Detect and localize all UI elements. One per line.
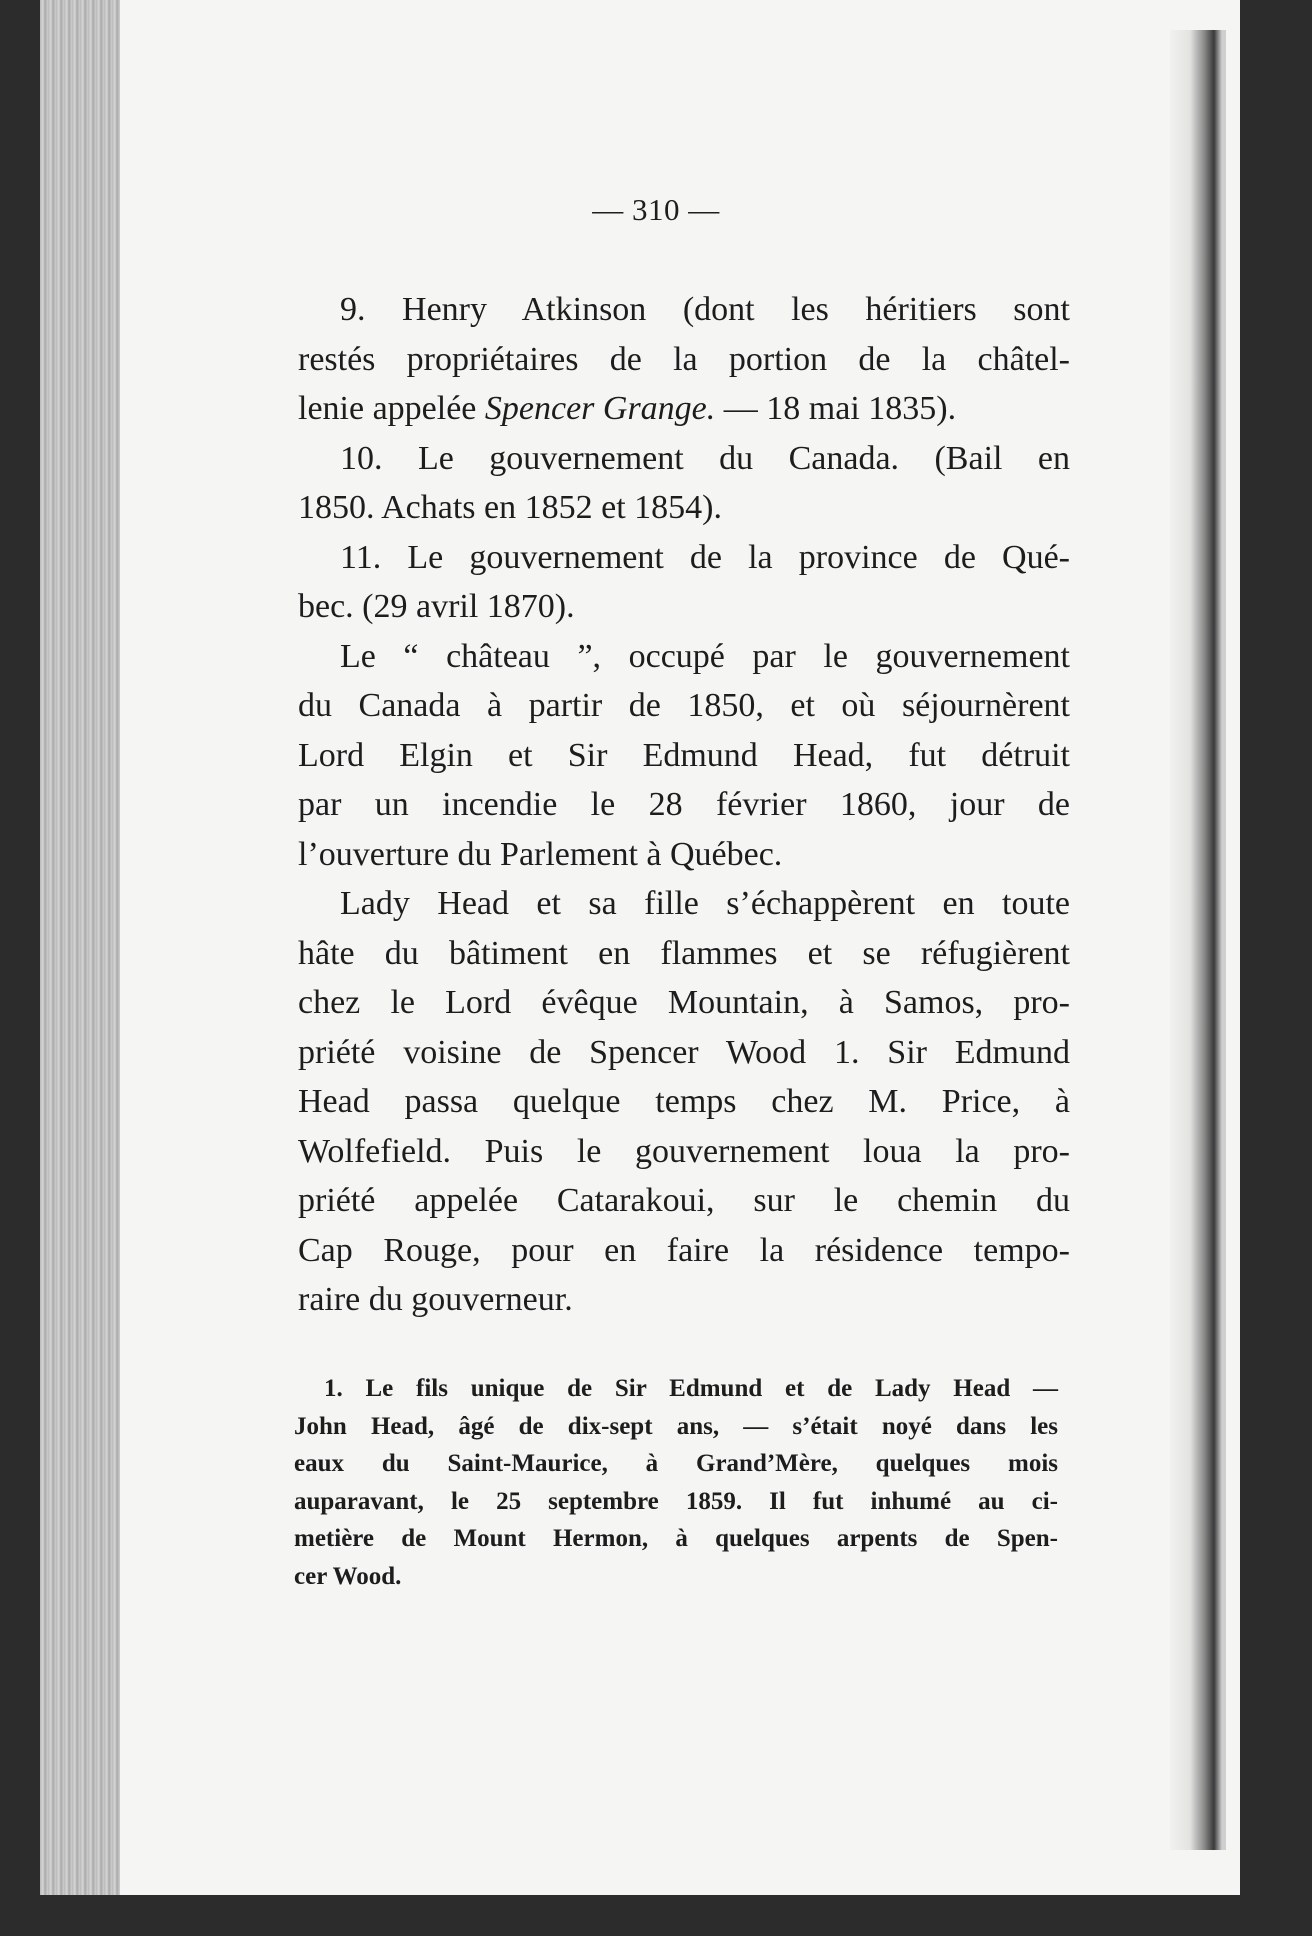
footnote-line: auparavant, le 25 septembre 1859. Il fut inhumé au ci- [294,1487,1058,1515]
text-line: hâte du bâtiment en flammes et se réfugièrent [298,934,1070,972]
text-line: 10. Le gouvernement du Canada. (Bail en [340,439,1070,477]
footnote-line: metière de Mount Hermon, à quelques arpents de Spen- [294,1525,1058,1552]
footnote-line: 1. Le fils unique de Sir Edmund et de Lady Head — [324,1375,1058,1402]
text-segment: lenie appelée [298,390,485,427]
text-line: Cap Rouge, pour en faire la résidence tempo- [298,1231,1070,1269]
text-line: Lord Elgin et Sir Edmund Head, fut détruit [298,736,1070,774]
paragraph-item-9 [298,285,1070,434]
text-line: chez le Lord évêque Mountain, à Samos, pro- [298,984,1070,1021]
paragraph-item-11 [298,533,1070,632]
text-line: Lady Head et sa fille s’échappèrent en toute [340,885,1070,922]
paragraph-lady-head [298,879,1070,1325]
text-line: priété voisine de Spencer Wood 1. Sir Edmund [298,1033,1070,1071]
footnote-line: eaux du Saint-Maurice, à Grand’Mère, quelques mois [294,1450,1058,1477]
page-number: — 310 — [592,192,720,227]
paragraph-chateau [298,632,1070,880]
text-segment: — 18 mai 1835). [715,390,957,427]
text-line: raire du gouverneur. [298,1281,573,1318]
text-line: du Canada à partir de 1850, et où séjournèrent [298,687,1070,724]
scan-bottom-border [0,1895,1312,1936]
text-line: 9. Henry Atkinson (dont les héritiers sont [340,291,1070,328]
text-line: par un incendie le 28 février 1860, jour de [298,786,1070,823]
text-line: priété appelée Catarakoui, sur le chemin du [298,1182,1070,1219]
paragraph-item-10 [298,434,1070,533]
text-line: Le “ château ”, occupé par le gouvernement [340,637,1070,675]
text-line: l’ouverture du Parlement à Québec. [298,835,783,873]
footnote-line: cer Wood. [294,1562,402,1590]
text-line [298,384,1070,434]
text-line: restés propriétaires de la portion de la châtel- [298,340,1070,378]
footnote-line: John Head, âgé de dix-sept ans, — s’était noyé dans les [294,1412,1058,1440]
text-line: 1850. Achats en 1852 et 1854). [298,489,722,526]
text-line: Head passa quelque temps chez M. Price, à [298,1083,1070,1120]
footnote [294,1370,1058,1595]
text-line: 11. Le gouvernement de la province de Qué- [340,538,1070,576]
italic-title: Spencer Grange. [484,390,716,427]
text-line: Wolfefield. Puis le gouvernement loua la pro- [298,1132,1070,1170]
body-text [298,285,1070,1325]
page-edge-right [1170,30,1226,1850]
text-line: bec. (29 avril 1870). [298,588,575,625]
